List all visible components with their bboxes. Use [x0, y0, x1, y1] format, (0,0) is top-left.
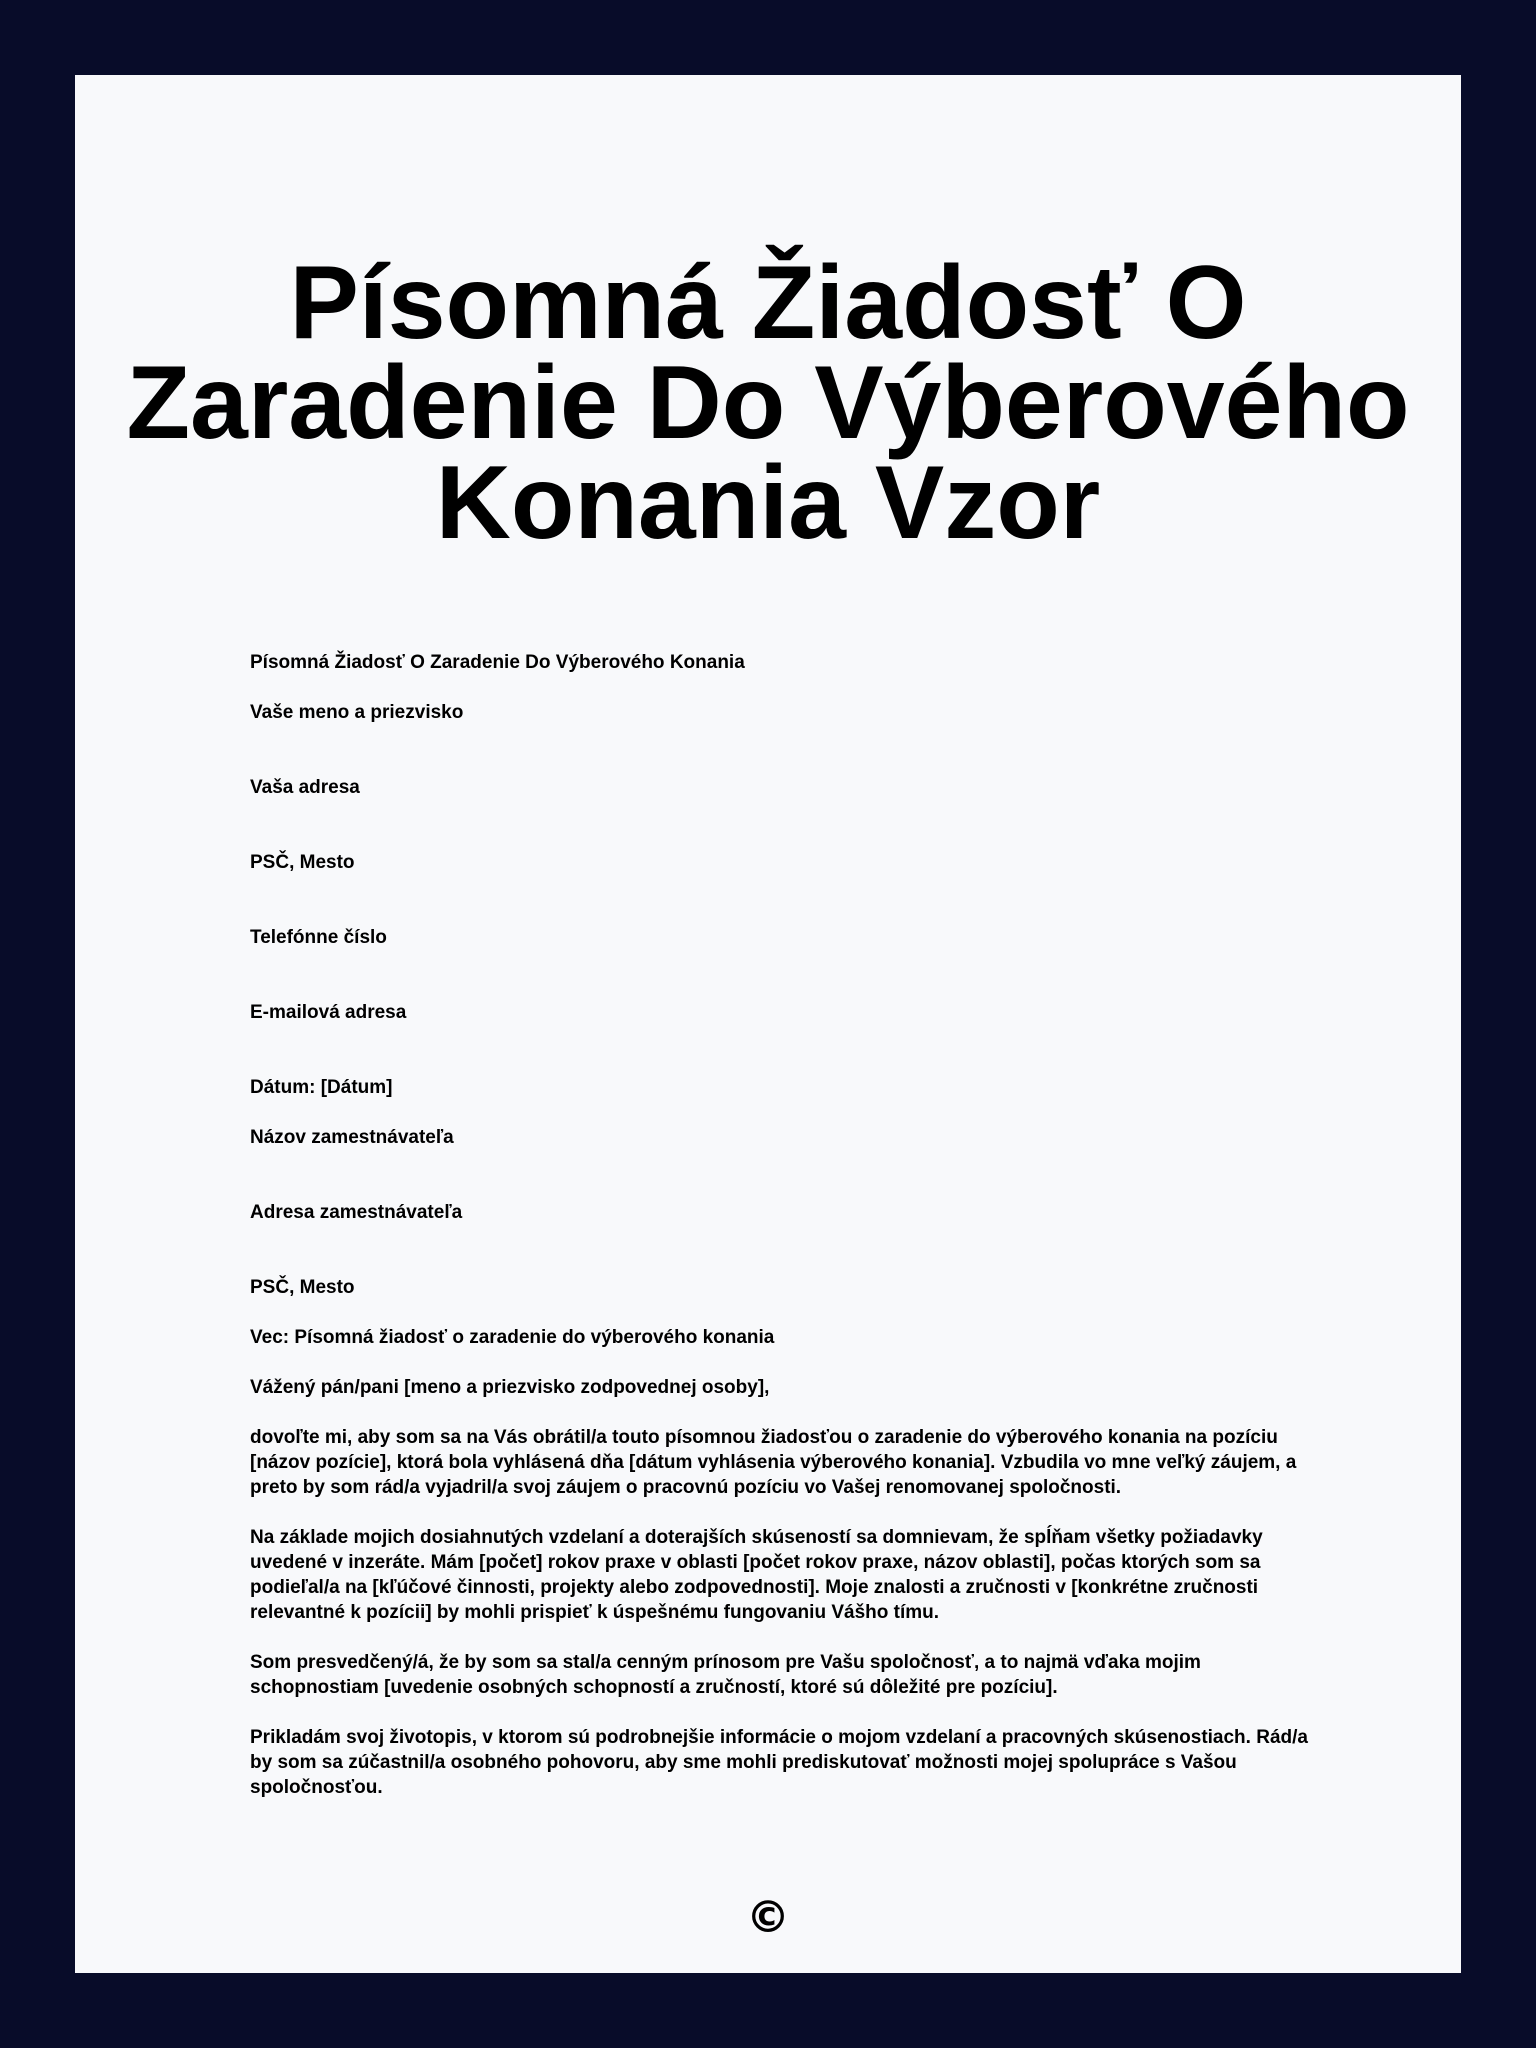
employer-address: Adresa zamestnávateľa: [250, 1202, 463, 1223]
letter-paragraph: Na základe mojich dosiahnutých vzdelaní a doterajších skúseností sa domnievam, že spĺňam všetky požiadavky uvedené v inzeráte. Mám [počet] rokov praxe v oblasti [počet rokov praxe, názov oblasti], počas ktorých som sa podieľal/a na [kľúčové činnosti, projekty alebo zodpovednosti]. Moje znalosti a zručnosti v [konkrétne zručnosti relevantné k pozícii] by mohli prispieť k úspešnému fungovaniu Vášho tímu.: [250, 1527, 1263, 1623]
letter-salutation: Vážený pán/pani [meno a priezvisko zodpovednej osoby],: [250, 1377, 770, 1398]
sender-address: Vaša adresa: [250, 777, 360, 798]
letter-paragraph: Som presvedčený/á, že by som sa stal/a cenným prínosom pre Vašu spoločnosť, a to najmä vďaka mojim schopnostiam [uvedenie osobných schopností a zručností, ktoré sú dôležité pre pozíciu].: [250, 1652, 1201, 1698]
employer-city: PSČ, Mesto: [250, 1277, 355, 1298]
letter-paragraph: dovoľte mi, aby som sa na Vás obrátil/a touto písomnou žiadosťou o zaradenie do výberového konania na pozíciu [názov pozície], ktorá bola vyhlásená dňa [dátum vyhlásenia výberového konania]. Vzbudila vo mne veľký záujem, a preto by som rád/a vyjadril/a svoj záujem o pracovnú pozíciu vo Vašej renomovanej spoločnosti.: [250, 1427, 1297, 1498]
sender-name: Vaše meno a priezvisko: [250, 702, 464, 723]
document-title: Písomná Žiadosť O Zaradenie Do Výberového Konania Vzor: [126, 245, 1410, 561]
letter-subject: Vec: Písomná žiadosť o zaradenie do výberového konania: [250, 1327, 775, 1348]
sender-phone: Telefónne číslo: [250, 927, 387, 948]
letter-paragraph: Prikladám svoj životopis, v ktorom sú podrobnejšie informácie o mojom vzdelaní a pracovných skúsenostiach. Rád/a by som sa zúčastnil/a osobného pohovoru, aby sme mohli prediskutovať možnosti mojej spolupráce s Vašou spoločnosťou.: [250, 1727, 1308, 1798]
employer-name: Názov zamestnávateľa: [250, 1127, 454, 1148]
sender-email: E-mailová adresa: [250, 1002, 407, 1023]
letter-body: [250, 650, 1310, 1800]
document-page: [75, 75, 1461, 1973]
letter-subtitle: Písomná Žiadosť O Zaradenie Do Výberového Konania: [250, 652, 745, 673]
copyright-icon: ©: [746, 1892, 790, 1943]
sender-city: PSČ, Mesto: [250, 852, 355, 873]
letter-date: Dátum: [Dátum]: [250, 1077, 393, 1098]
